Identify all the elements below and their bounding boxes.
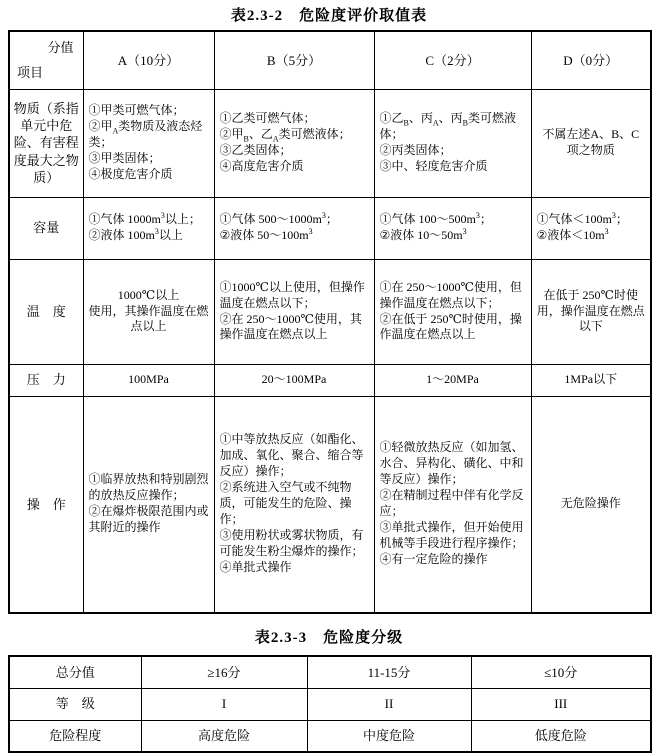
cell-pressure-d: 1MPa以下 xyxy=(531,364,651,396)
cell-substance-a: ①甲类可燃气体； ②甲$_A$类物质及液态烃类； ③甲类固体； ④极度危害介质 xyxy=(83,89,214,197)
cell-risk-degree-2: 中度危险 xyxy=(307,720,471,752)
risk-evaluation-value-table xyxy=(8,30,652,614)
cell-temperature-d: 在低于 250℃时使用，操作温度在燃点以下 xyxy=(531,259,651,364)
column-header-a: A（10分） xyxy=(83,31,214,89)
row-label-volume: 容量 xyxy=(9,197,83,259)
cell-grade-1: I xyxy=(141,688,307,720)
cell-substance-d: 不属左述A、B、C项之物质 xyxy=(531,89,651,197)
row-label-risk-degree: 危险程度 xyxy=(9,720,141,752)
column-header-d: D（0分） xyxy=(531,31,651,89)
cell-volume-a: ①气体 $1000m^3$以上； ②液体 $100m^3$以上 xyxy=(83,197,214,259)
cell-operation-b: ①中等放热反应（如酯化、加成、氧化、聚合、缩合等反应）操作； ②系统进入空气或不纯物质，可能发生的危险、操作； ③使用粉状或雾状物质，有可能发生粉尘爆炸的操作； ④单批式操作 xyxy=(214,396,374,613)
risk-classification-table xyxy=(8,655,652,753)
cell-operation-a: ①临界放热和特别剧烈的放热反应操作； ②在爆炸极限范围内或其附近的操作 xyxy=(83,396,214,613)
cell-operation-c: ①轻微放热反应（如加氢、水合、异构化、磺化、中和等反应）操作； ②在精制过程中伴有化学反应； ③单批式操作，但开始使用机械等手段进行程序操作； ④有一定危险的操作 xyxy=(374,396,531,613)
table-row-pressure xyxy=(9,364,651,396)
cell-total-score-1: ≥16分 xyxy=(141,656,307,688)
row-label-operation: 操 作 xyxy=(9,396,83,613)
row-label-total-score: 总分值 xyxy=(9,656,141,688)
cell-total-score-3: ≤10分 xyxy=(471,656,651,688)
corner-header-cell xyxy=(9,31,83,89)
cell-temperature-a: 1000℃以上 使用，其操作温度在燃点以上 xyxy=(83,259,214,364)
table-row-risk-degree xyxy=(9,720,651,752)
table-row-operation xyxy=(9,396,651,613)
table-row-total-score xyxy=(9,656,651,688)
table-row-substance xyxy=(9,89,651,197)
table-row-temperature xyxy=(9,259,651,364)
column-header-b: B（5分） xyxy=(214,31,374,89)
cell-volume-b: ①气体 $500\sim 1000m^3$； ②液体 $50\sim 100m^3$ xyxy=(214,197,374,259)
cell-temperature-c: ①在 250～1000℃使用，但操作温度在燃点以下； ②在低于 250℃时使用，操作温度在燃点以上 xyxy=(374,259,531,364)
row-label-grade: 等 级 xyxy=(9,688,141,720)
cell-volume-c: ①气体 $100\sim 500m^3$； ②液体 $10\sim 50m^3$ xyxy=(374,197,531,259)
cell-temperature-b: ①1000℃以上使用，但操作温度在燃点以下； ②在 250～1000℃使用，其操作温度在燃点以上 xyxy=(214,259,374,364)
cell-grade-3: III xyxy=(471,688,651,720)
table1-title: 表2.3-2 危险度评价取值表 xyxy=(230,8,428,24)
row-label-temperature: 温 度 xyxy=(9,259,83,364)
cell-substance-c: ①乙$_B$、丙$_A$、丙$_B$类可燃液体； ②丙类固体； ③中、轻度危害介质 xyxy=(374,89,531,197)
corner-item-label: 项目 xyxy=(17,65,44,81)
table2-title: 表2.3-3 危险度分级 xyxy=(254,630,404,646)
cell-grade-2: II xyxy=(307,688,471,720)
cell-pressure-a: 100MPa xyxy=(83,364,214,396)
column-header-c: C（2分） xyxy=(374,31,531,89)
header-row xyxy=(9,31,651,89)
row-label-substance: 物质（系指单元中危险、有害程度最大之物质） xyxy=(9,89,83,197)
table-row-grade xyxy=(9,688,651,720)
cell-volume-d: ①气体$<100m^3$； ②液体$<10m^3$ xyxy=(531,197,651,259)
cell-pressure-b: 20～100MPa xyxy=(214,364,374,396)
cell-total-score-2: 11-15分 xyxy=(307,656,471,688)
cell-pressure-c: 1～20MPa xyxy=(374,364,531,396)
cell-risk-degree-1: 高度危险 xyxy=(141,720,307,752)
cell-risk-degree-3: 低度危险 xyxy=(471,720,651,752)
row-label-pressure: 压 力 xyxy=(9,364,83,396)
cell-substance-b: ①乙类可燃气体； ②甲$_B$、乙$_A$类可燃液体； ③乙类固体； ④高度危害介质 xyxy=(214,89,374,197)
cell-operation-d: 无危险操作 xyxy=(531,396,651,613)
corner-score-label: 分值 xyxy=(47,40,74,55)
table-row-volume xyxy=(9,197,651,259)
